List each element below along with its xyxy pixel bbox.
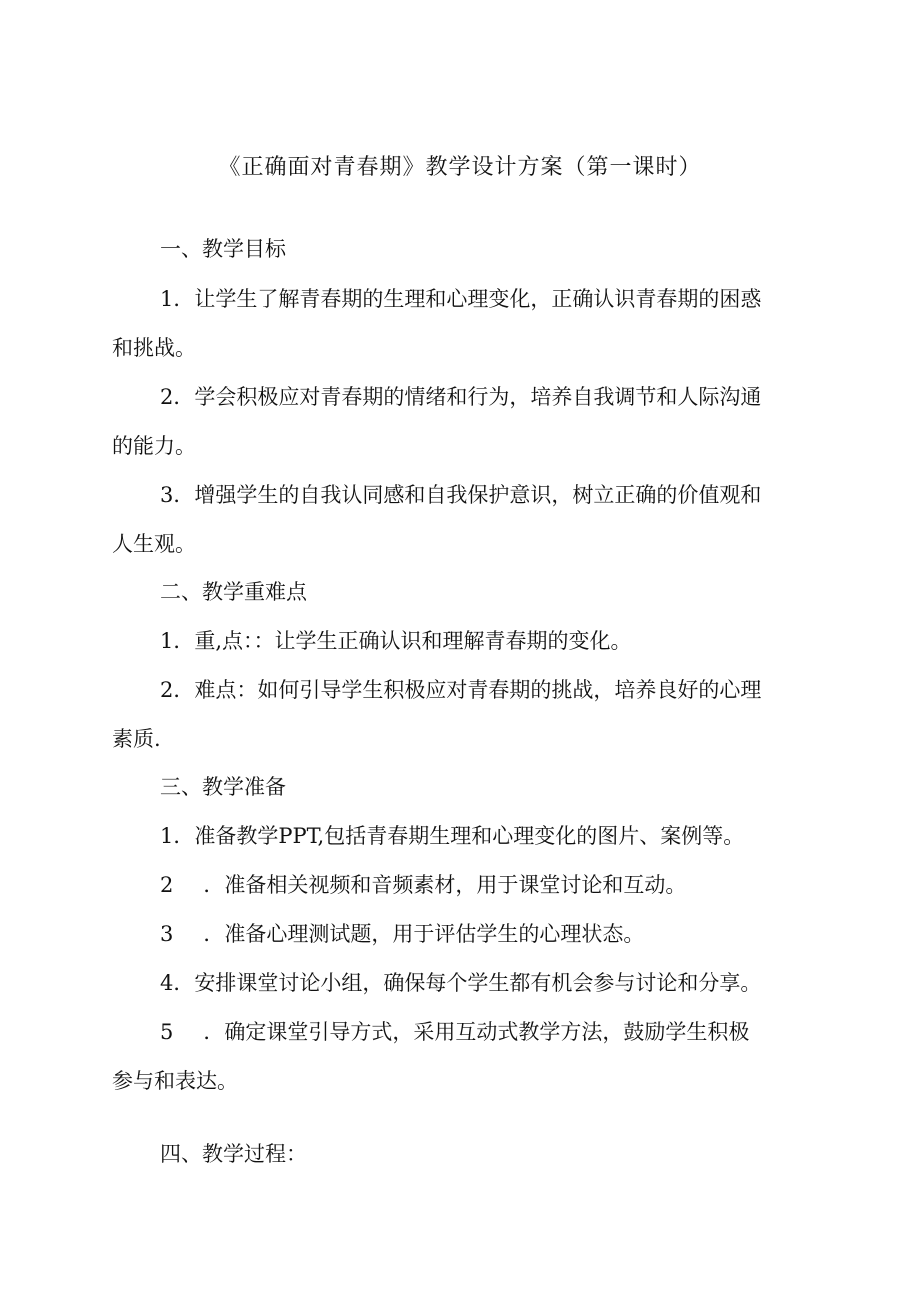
section-heading-keypoints: 二、教学重难点 bbox=[160, 580, 307, 604]
prep-item-4: 4．安排课堂讨论小组，确保每个学生都有机会参与讨论和分享。 bbox=[160, 971, 762, 995]
objective-2: 2．学会积极应对青春期的情绪和行为，培养自我调节和人际沟通 bbox=[160, 385, 762, 409]
section-heading-process: 四、教学过程： bbox=[160, 1142, 307, 1166]
section-heading-objectives: 一、教学目标 bbox=[160, 237, 286, 261]
objective-2-cont: 的能力。 bbox=[112, 434, 196, 458]
objective-3: 3．增强学生的自我认同感和自我保护意识，树立正确的价值观和 bbox=[160, 483, 762, 507]
prep-item-3-text: ．准备心理测试题，用于评估学生的心理状态。 bbox=[203, 922, 645, 946]
prep-item-5 bbox=[160, 1020, 830, 1044]
objective-3-cont: 人生观。 bbox=[112, 532, 196, 556]
prep-item-3 bbox=[160, 922, 830, 946]
keypoint-2-cont: 素质. bbox=[112, 727, 161, 751]
keypoint-1: 1．重,点：：让学生正确认识和理解青春期的变化。 bbox=[160, 629, 632, 653]
section-heading-preparation: 三、教学准备 bbox=[160, 775, 286, 799]
prep-item-5-cont: 参与和表达。 bbox=[112, 1069, 238, 1093]
prep-item-5-text: ．确定课堂引导方式，采用互动式教学方法，鼓励学生积极 bbox=[203, 1020, 750, 1044]
keypoint-2: 2．难点：如何引导学生积极应对青春期的挑战，培养良好的心理 bbox=[160, 678, 762, 702]
prep-item-2-number: 2 bbox=[160, 873, 174, 897]
prep-item-2-text: ．准备相关视频和音频素材，用于课堂讨论和互动。 bbox=[203, 873, 687, 897]
prep-item-3-number: 3 bbox=[160, 922, 174, 946]
objective-1-cont: 和挑战。 bbox=[112, 336, 196, 360]
prep-item-5-number: 5 bbox=[160, 1020, 174, 1044]
document-title: 《正确面对青春期》教学设计方案（第一课时） bbox=[218, 155, 702, 180]
prep-item-1: 1．准备教学PPT,包括青春期生理和心理变化的图片、案例等。 bbox=[160, 824, 745, 848]
objective-1: 1．让学生了解青春期的生理和心理变化，正确认识青春期的困惑 bbox=[160, 287, 762, 311]
prep-item-2 bbox=[160, 873, 830, 897]
